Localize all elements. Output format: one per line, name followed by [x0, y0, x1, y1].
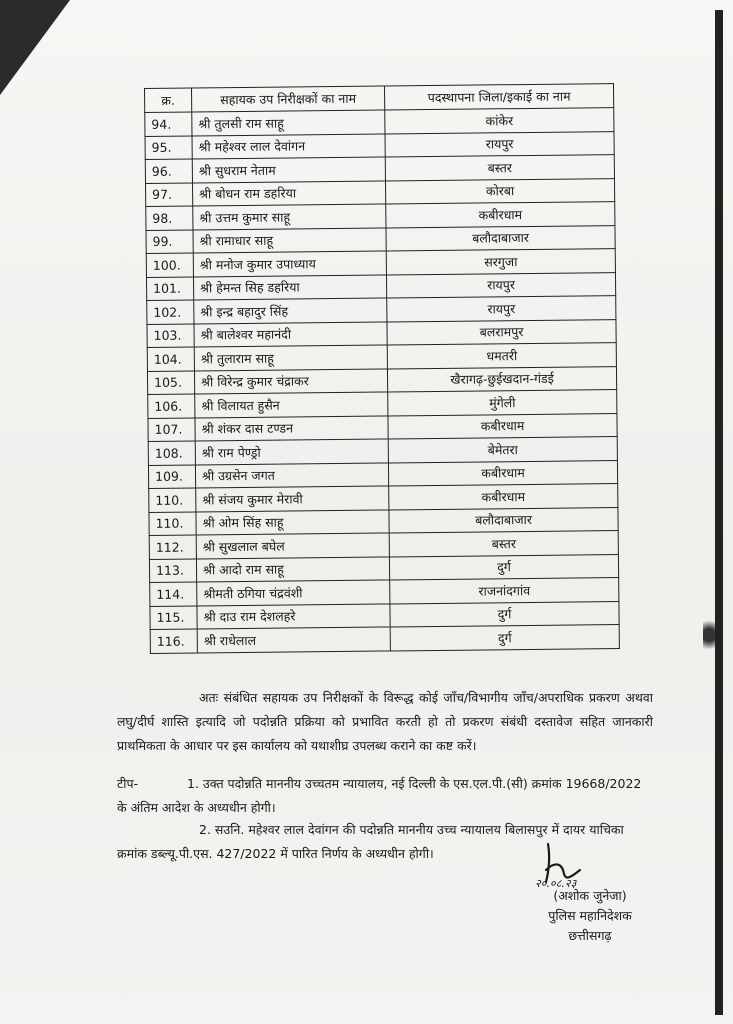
- row-district: सरगुजा: [386, 249, 615, 275]
- note-1: [117, 772, 653, 820]
- row-district: बस्तर: [385, 155, 614, 181]
- officer-posting-table: [144, 83, 620, 653]
- row-officer-name: श्री उग्रसेन जगत: [195, 462, 388, 488]
- row-district: कांकेर: [385, 108, 614, 134]
- row-officer-name: श्री विलायत हुसैन: [195, 392, 388, 418]
- row-serial: 103.: [147, 323, 194, 347]
- row-serial: 107.: [148, 417, 195, 441]
- row-serial: 94.: [145, 112, 192, 136]
- row-officer-name: श्री तुलाराम साहू: [194, 345, 387, 371]
- row-officer-name: श्रीमती ठगिया चंद्रवंशी: [197, 580, 390, 606]
- row-district: बेमेतरा: [388, 437, 617, 463]
- row-officer-name: श्री हेमन्त सिह डहरिया: [193, 274, 386, 300]
- row-district: कबीरधाम: [388, 460, 617, 486]
- row-serial: 115.: [150, 605, 197, 629]
- row-officer-name: श्री राम पेण्ड्रो: [195, 439, 388, 465]
- header-serial: क्र.: [145, 88, 192, 112]
- row-district: बस्तर: [389, 531, 618, 557]
- row-district: रायपुर: [387, 296, 616, 322]
- scan-speck: [703, 615, 715, 655]
- row-district: राजनांदगांव: [390, 578, 619, 604]
- signatory-name: (अशोक जुनेजा): [553, 888, 627, 903]
- row-officer-name: श्री संजय कुमार मेरावी: [196, 486, 389, 512]
- row-serial: 95.: [145, 135, 192, 159]
- row-officer-name: श्री बोधन राम डहरिया: [192, 180, 385, 206]
- signatory-designation: पुलिस महानिदेशक: [548, 908, 632, 923]
- row-officer-name: श्री विरेन्द्र कुमार चंद्राकर: [194, 368, 387, 394]
- row-serial: 109.: [148, 464, 195, 488]
- row-officer-name: श्री बालेश्वर महानंदी: [194, 321, 387, 347]
- row-district: बलरामपुर: [387, 319, 616, 345]
- row-district: मुंगेली: [388, 390, 617, 416]
- scan-right-edge: [715, 10, 723, 1015]
- row-district: दुर्ग: [390, 601, 619, 627]
- row-serial: 108.: [148, 441, 195, 465]
- row-officer-name: श्री मनोज कुमार उपाध्याय: [193, 251, 386, 277]
- row-officer-name: श्री इन्द्र बहादुर सिंह: [194, 298, 387, 324]
- row-district: रायपुर: [385, 131, 614, 157]
- signature-block: [520, 886, 660, 946]
- row-serial: 100.: [146, 253, 193, 277]
- scan-corner-shadow: [0, 0, 70, 95]
- signatory-state: छत्तीसगढ़: [568, 928, 612, 943]
- signature-date: २०.०८.२३: [535, 877, 577, 890]
- note-label: टीप-: [117, 776, 139, 791]
- table-row: [150, 625, 619, 653]
- row-officer-name: श्री राधेलाल: [197, 627, 390, 653]
- row-officer-name: श्री तुलसी राम साहू: [192, 110, 385, 136]
- row-serial: 98.: [146, 206, 193, 230]
- row-district: दुर्ग: [389, 554, 618, 580]
- row-officer-name: श्री रामाधार साहू: [193, 227, 386, 253]
- row-district: धमतरी: [387, 343, 616, 369]
- body-paragraph: अतः संबंधित सहायक उप निरीक्षकों के विरूद्ध कोई जाँच/विभागीय जाँच/अपराधिक प्रकरण अथवा लघु/दीर्घ शास्ति इत्यादि जो पदोन्नति प्रक्रिया को प्रभावित करती हो तो प्रकरण संबंधी दस्तावेज सहित जानकारी प्राथमिकता के आधार पर इस कार्यालय को यथाशीघ्र उपलब्ध कराने का कष्ट करें।: [117, 690, 653, 753]
- row-serial: 116.: [150, 629, 197, 653]
- note-1-text: 1. उक्त पदोन्नति माननीय उच्चतम न्यायालय, नई दिल्ली के एस.एल.पी.(सी) क्रमांक 19668/2022 के अंतिम आदेश के अध्यधीन होगी।: [117, 776, 642, 815]
- note-2: 2. सउनि. महेश्वर लाल देवांगन की पदोन्नति माननीय उच्च न्यायालय बिलासपुर में दायर याचिका क्रमांक डब्ल्यू.पी.एस. 427/2022 में पारित निर्णय के अध्यधीन होगी।: [117, 822, 624, 861]
- row-district: कबीरधाम: [389, 484, 618, 510]
- row-district: कबीरधाम: [388, 413, 617, 439]
- row-serial: 104.: [147, 347, 194, 371]
- row-district: रायपुर: [386, 272, 615, 298]
- row-serial: 97.: [145, 182, 192, 206]
- row-serial: 110.: [149, 488, 196, 512]
- row-officer-name: श्री दाउ राम देशलहरे: [197, 603, 390, 629]
- row-district: दुर्ग: [390, 625, 619, 651]
- row-district: कबीरधाम: [386, 202, 615, 228]
- row-serial: 112.: [149, 535, 196, 559]
- header-name: सहायक उप निरीक्षकों का नाम: [192, 86, 385, 112]
- row-serial: 110.: [149, 511, 196, 535]
- header-district: पदस्थापना जिला/इकाई का नाम: [384, 84, 613, 110]
- row-district: कोरबा: [385, 178, 614, 204]
- row-district: बलौदाबाजार: [386, 225, 615, 251]
- row-serial: 99.: [146, 229, 193, 253]
- table-body: [145, 108, 620, 653]
- row-officer-name: श्री ओम सिंह साहू: [196, 509, 389, 535]
- row-serial: 106.: [148, 394, 195, 418]
- row-district: बलौदाबाजार: [389, 507, 618, 533]
- row-officer-name: श्री सुधराम नेताम: [192, 157, 385, 183]
- row-officer-name: श्री सुखलाल बघेल: [196, 533, 389, 559]
- row-serial: 102.: [147, 300, 194, 324]
- row-officer-name: श्री महेश्वर लाल देवांगन: [192, 133, 385, 159]
- row-officer-name: श्री शंकर दास टण्डन: [195, 415, 388, 441]
- row-district: खैरागढ़-छुईखदान-गंडई: [387, 366, 616, 392]
- row-officer-name: श्री आदो राम साहू: [196, 556, 389, 582]
- row-officer-name: श्री उत्तम कुमार साहू: [193, 204, 386, 230]
- row-serial: 96.: [145, 159, 192, 183]
- row-serial: 105.: [147, 370, 194, 394]
- row-serial: 101.: [146, 276, 193, 300]
- row-serial: 113.: [149, 558, 196, 582]
- row-serial: 114.: [150, 582, 197, 606]
